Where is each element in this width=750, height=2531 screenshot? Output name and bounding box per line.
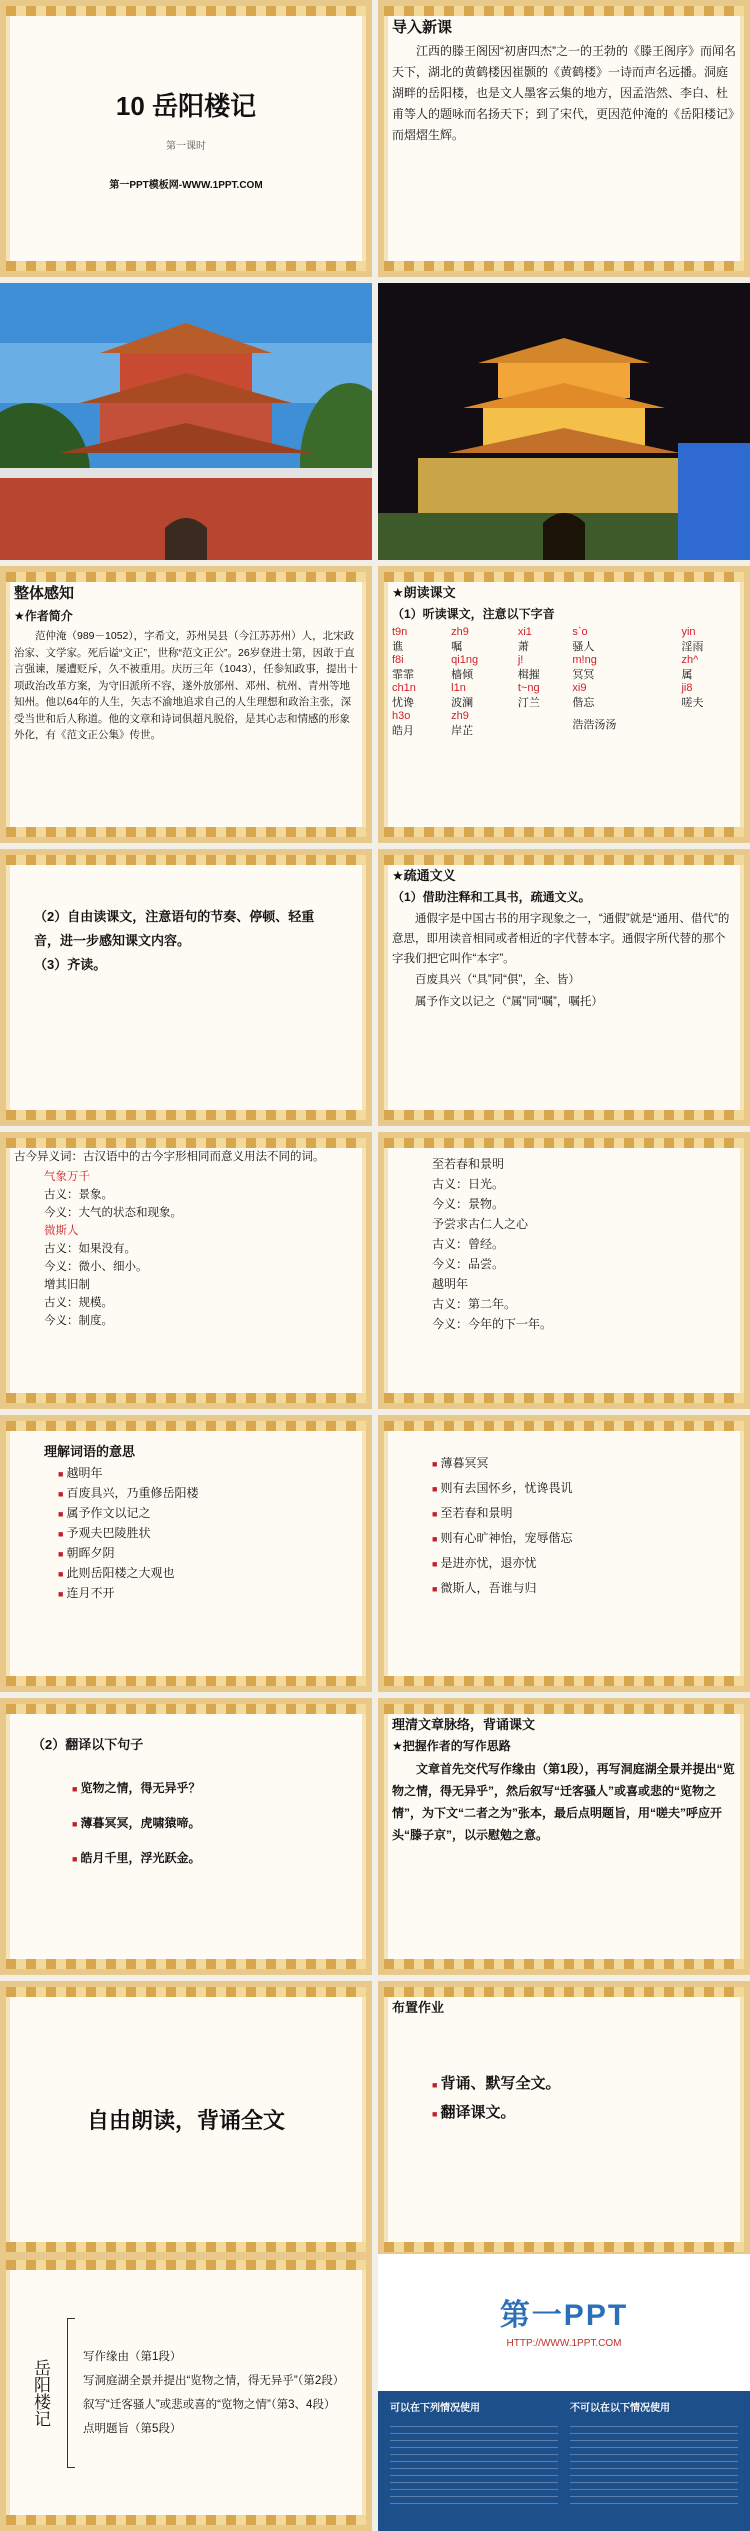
right-lines (570, 2420, 738, 2510)
list-item: 气象万千 (44, 1171, 90, 1183)
pinyin: f8i (392, 654, 404, 666)
pinyin: h3o (392, 710, 411, 722)
slide-tongjia-sub: （1）借助注释和工具书，疏通文义。 (392, 890, 591, 904)
slide-tongjia-heading: ★疏通文义 (392, 868, 456, 883)
pinyin: l1n (451, 682, 466, 694)
slide-author-body: 范仲淹（989－1052），字希文，苏州吴县（今江苏苏州）人，北宋政治家、文学家。死后谥“文正”，世称“范文正公”。26岁登进士第，因敢于直言强谏，屡遭贬斥，久不被重用。庆历三年（1043），任参知政事，提出十项政治改革方案，为守旧派所不容，遂外放邠州、邓州、杭州、青州等地知州。他以64年的人生，矢志不渝地追求自己的人生理想和政治主张，深受当世和后人称道。他的文章和诗词俱超凡脱俗，是其心志和情感的形象外化，有《范文正公集》传世。 (14, 630, 358, 741)
pinyin-row (392, 710, 736, 738)
gujin-intro: 古今异义词：古汉语中的古今字形相同而意义用法不同的词。 (14, 1151, 325, 1163)
list-item: 点明题旨（第5段） (83, 2422, 182, 2435)
slide-author-heading: 整体感知 (14, 585, 75, 602)
list-item: 今义：品尝。 (432, 1257, 505, 1271)
list-item: 今义：大气的状态和现象。 (44, 1207, 182, 1219)
slide-photo-night[interactable] (378, 283, 750, 560)
recite-text: 自由朗读，背诵全文 (86, 2108, 285, 2133)
outline-brace (67, 2318, 75, 2468)
homework-heading: 布置作业 (392, 2000, 445, 2015)
char: 霏霏 (392, 669, 414, 681)
slide-author-sub: ★作者简介 (14, 609, 73, 623)
list-item: ■ 是进亦忧，退亦忧 (432, 1551, 736, 1576)
pinyin: zh9 (451, 626, 469, 638)
slide-translate[interactable] (0, 1698, 372, 1975)
structure-body: 文章首先交代写作缘由（第1段），再写洞庭湖全景并提出“览物之情，得无异乎”，然后叙写“迁客骚人”或喜或悲的“览物之情”，为下文“二者之为”张本，最后点明题旨，用“嗟夫”呼应开头“滕子京”，以示慰勉之意。 (392, 1762, 735, 1842)
slide-gujin-1[interactable] (0, 1132, 372, 1409)
char: 偕忘 (572, 697, 595, 709)
char: 浩浩汤汤 (572, 719, 617, 731)
char: 汀兰 (517, 697, 540, 709)
translate-heading: （2）翻译以下句子 (32, 1737, 144, 1752)
list-item: ■ 背诵、默写全文。 (432, 2070, 736, 2099)
slide-ad[interactable] (378, 2254, 750, 2531)
list-item: 写洞庭湖全景并提出“览物之情，得无异乎”（第2段） (83, 2374, 345, 2387)
structure-sub: ★把握作者的写作思路 (392, 1739, 511, 1753)
list-item: ■ 予观夫巴陵胜状 (58, 1524, 358, 1544)
list-item: 今义：景物。 (432, 1197, 505, 1211)
pinyin: xi9 (572, 682, 587, 694)
list-item: ■ 百废具兴，乃重修岳阳楼 (58, 1484, 358, 1504)
list-item: ■ 薄暮冥冥 (432, 1451, 736, 1476)
slide-outline[interactable] (0, 2254, 372, 2531)
list-item: 叙写“迁客骚人”或悲或喜的“览物之情”（第3、4段） (83, 2398, 336, 2411)
list-item: ■ 皓月千里，浮光跃金。 (72, 1841, 358, 1876)
pinyin-row (392, 654, 736, 682)
slide-photo-day[interactable] (0, 283, 372, 560)
outline-title: 岳阳楼记 (31, 2358, 50, 2427)
char: 冥冥 (572, 669, 595, 681)
slide-recite[interactable] (0, 1981, 372, 2258)
list-item: 古义：如果没有。 (44, 1243, 136, 1255)
pinyin: zh9 (451, 710, 469, 722)
list-item: ■ 至若春和景明 (432, 1501, 736, 1526)
list-item: ■ 微斯人，吾谁与归 (432, 1576, 736, 1601)
pinyin: qi1ng (451, 654, 479, 666)
pinyin: yin (681, 626, 696, 638)
char: 嘱 (451, 641, 463, 653)
slide-words-2[interactable] (378, 1415, 750, 1692)
info-panel (378, 2391, 750, 2531)
list-item: 越明年 (432, 1277, 469, 1291)
list-item: 微斯人 (44, 1225, 79, 1237)
char: 淫雨 (681, 641, 704, 653)
gujin-list-2 (392, 1148, 736, 1334)
tower-night-image (378, 283, 750, 560)
outline-list (83, 2348, 344, 2438)
structure-heading: 理清文章脉络，背诵课文 (392, 1717, 536, 1732)
list-item: 今义：今年的下一年。 (432, 1317, 553, 1331)
list-item: 今义：微小、细小。 (44, 1261, 148, 1273)
slide-intro-heading: 导入新课 (392, 19, 453, 36)
list-item: 至若春和景明 (432, 1157, 505, 1171)
list-item: 予尝求古仁人之心 (432, 1217, 529, 1231)
list-item: ■ 览物之情，得无异乎？ (72, 1771, 358, 1806)
brand-logo: 第一PPT (499, 2299, 629, 2332)
list-item: ■ 则有去国怀乡，忧谗畏讥 (432, 1476, 736, 1501)
slide-tongjia[interactable] (378, 849, 750, 1126)
slide-gujin-2[interactable] (378, 1132, 750, 1409)
pinyin: ch1n (392, 682, 416, 694)
left-lines (390, 2420, 558, 2510)
list-item: ■ 翻译课文。 (432, 2099, 736, 2128)
slide-title-heading: 10 岳阳楼记 (115, 91, 257, 121)
list-item: 古义：第二年。 (432, 1297, 517, 1311)
tower-day-image (0, 283, 372, 560)
pinyin: ji8 (681, 682, 693, 694)
char: 忧谗 (392, 697, 414, 709)
char: 岸芷 (451, 725, 474, 737)
slide-title[interactable] (0, 0, 372, 277)
homework-list (392, 2020, 736, 2128)
list-item: ■ 越明年 (58, 1464, 358, 1484)
list-item: 古义：景象。 (44, 1189, 113, 1201)
list-item: ■ 薄暮冥冥，虎啸猿啼。 (72, 1806, 358, 1841)
slide-tongjia-body: 通假字是中国古书的用字现象之一，“通假”就是“通用、借代”的意思，即用读音相同或者相近的字代替本字。通假字所代替的那个字我们把它叫作“本字”。 (392, 913, 730, 965)
slide-pronunciation[interactable] (378, 566, 750, 843)
char: 樯倾 (451, 669, 474, 681)
tongjia-example-1: 百废具兴（“具”同“俱”，全、皆） (415, 974, 580, 986)
read-item-1: （2）自由读课文，注意语句的节奏、停顿、轻重音，进一步感知课文内容。 (34, 909, 315, 948)
pinyin: s`o (572, 626, 588, 638)
slide-structure[interactable] (378, 1698, 750, 1975)
char: 楫摧 (517, 669, 540, 681)
words-list (44, 1464, 358, 1604)
list-item: 增其旧制 (44, 1279, 90, 1291)
list-item: ■ 此则岳阳楼之大观也 (58, 1564, 358, 1584)
char: 骚人 (572, 641, 595, 653)
tongjia-example-2: 属予作文以记之（“属”同“嘱”，嘱托） (415, 996, 603, 1008)
pinyin: m!ng (572, 654, 597, 666)
list-item: ■ 属予作文以记之 (58, 1504, 358, 1524)
char: 谯 (392, 641, 403, 653)
list-item: 写作缘由（第1段） (83, 2350, 182, 2363)
pinyin-row (392, 682, 736, 710)
pinyin: t~ng (517, 682, 540, 694)
char: 波澜 (451, 697, 474, 709)
brand-url: HTTP://WWW.1PPT.COM (506, 2338, 622, 2349)
list-item: 古义：规模。 (44, 1297, 113, 1309)
read-item-2: （3）齐读。 (34, 957, 107, 972)
pinyin: zh^ (681, 654, 699, 666)
list-item: 今义：制度。 (44, 1315, 113, 1327)
pinyin-row (392, 626, 736, 654)
list-item: ■ 连月不开 (58, 1584, 358, 1604)
list-item: ■ 朝晖夕阴 (58, 1544, 358, 1564)
pinyin: j! (517, 654, 524, 666)
char: 萧 (517, 641, 529, 653)
slide-intro[interactable] (378, 0, 750, 277)
slide-pronunciation-sub: （1）听读课文，注意以下字音 (392, 607, 555, 621)
slide-homework[interactable] (378, 1981, 750, 2258)
slide-read[interactable] (0, 849, 372, 1126)
list-item: ■ 则有心旷神怡，宠辱偕忘 (432, 1526, 736, 1551)
slide-intro-body: 江西的滕王阁因“初唐四杰”之一的王勃的《滕王阁序》而闻名天下，湖北的黄鹤楼因崔颢的《黄鹤楼》一诗而声名远播。洞庭湖畔的岳阳楼，也是文人墨客云集的地方，因孟浩然、李白、杜甫等人的题咏而名扬天下；到了宋代，更因范仲淹的《岳阳楼记》而熠熠生辉。 (392, 44, 736, 142)
char: 嗟夫 (681, 697, 704, 709)
pinyin-table (392, 626, 736, 738)
slide-title-footer: 第一PPT模板网-WWW.1PPT.COM (109, 180, 263, 191)
char: 属 (681, 669, 693, 681)
pinyin: t9n (392, 626, 408, 638)
slide-title-subtitle: 第一课时 (166, 141, 206, 152)
translate-list (32, 1771, 358, 1876)
pinyin: xi1 (517, 626, 532, 638)
gujin-list-1 (14, 1168, 358, 1330)
char: 皓月 (392, 725, 414, 737)
slide-words[interactable] (0, 1415, 372, 1692)
words-list-2 (432, 1451, 736, 1601)
slide-pronunciation-heading: ★朗读课文 (392, 585, 456, 600)
words-heading: 理解词语的意思 (44, 1444, 136, 1459)
right-heading: 不可以在以下情况使用 (570, 2403, 670, 2414)
list-item: 古义：日光。 (432, 1177, 505, 1191)
left-heading: 可以在下列情况使用 (390, 2403, 480, 2414)
list-item: 古义：曾经。 (432, 1237, 505, 1251)
slide-author[interactable] (0, 566, 372, 843)
